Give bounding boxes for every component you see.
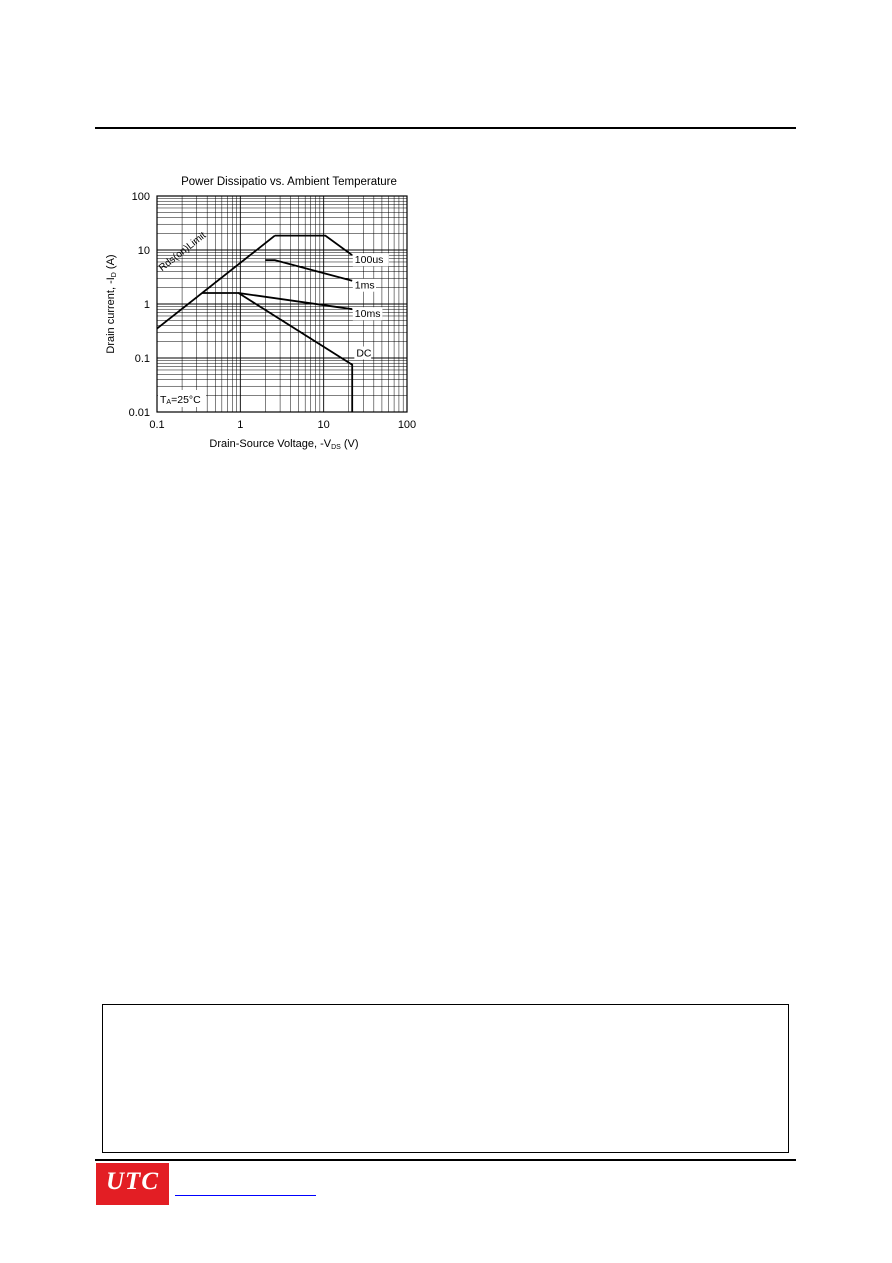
condition-prefix: T	[160, 394, 167, 406]
x-axis-label-unit: (V)	[340, 438, 359, 450]
x-axis-label-main: Drain-Source Voltage, -V	[209, 438, 332, 450]
y-axis-label-sub: D	[111, 272, 118, 278]
y-tick-labels	[129, 191, 150, 419]
utc-logo: UTC	[96, 1163, 169, 1205]
series-line-1ms	[265, 260, 352, 281]
y-axis-label-unit: (A)	[105, 254, 117, 273]
x-tick-label: 10	[317, 419, 330, 431]
condition-sub: A	[166, 399, 172, 406]
x-tick-label: 100	[397, 419, 417, 431]
header-rule	[95, 127, 796, 129]
series-line-10ms	[239, 293, 353, 309]
y-tick-label: 100	[131, 191, 150, 203]
annotation-100us: 100us	[354, 254, 384, 267]
annotation-10ms: 10ms	[354, 308, 381, 321]
footer-rule	[95, 1159, 796, 1161]
condition-label	[160, 394, 201, 406]
condition-rest: =25°C	[171, 394, 201, 406]
x-axis-label	[209, 438, 358, 451]
y-tick-label: 0.01	[128, 407, 150, 419]
rds-limit-label: Rds(on)Limit	[157, 230, 209, 274]
y-axis-label	[105, 254, 118, 353]
safe-operating-area-chart	[98, 168, 418, 458]
chart-title: Power Dissipatio vs. Ambient Temperature	[181, 176, 397, 188]
y-tick-label: 0.1	[134, 353, 150, 365]
y-axis-label-main: Drain current, -I	[105, 277, 117, 354]
y-tick-label: 10	[137, 245, 150, 257]
x-tick-labels	[149, 419, 416, 431]
x-tick-label: 1	[237, 419, 244, 431]
annotation-1ms: 1ms	[354, 279, 375, 292]
series-line-dc	[202, 293, 352, 412]
y-tick-label: 1	[143, 299, 150, 311]
website-link[interactable]	[175, 1195, 316, 1196]
x-axis-label-sub: DS	[331, 444, 341, 451]
chart-grid	[157, 196, 407, 412]
notice-box	[102, 1004, 789, 1153]
annotation-dc: DC	[356, 347, 372, 360]
x-tick-label: 0.1	[149, 419, 165, 431]
